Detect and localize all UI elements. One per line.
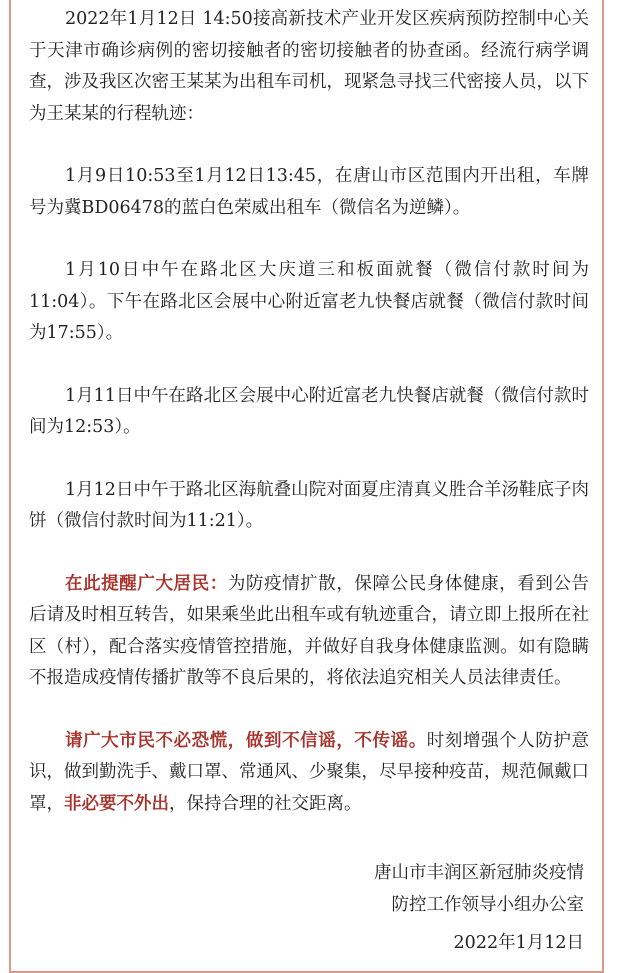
appeal-body-part2: ，保持合理的社交距离。: [169, 793, 362, 814]
trip-paragraph-jan11: 1月11日中午在路北区会展中心附近富老九快餐店就餐（微信付款时间为12:53）。: [29, 385, 589, 437]
trip-paragraph-jan12: 1月12日中午于路北区海航叠山院对面夏庄清真义胜合羊汤鞋底子肉饼（微信付款时间为11:21）。: [29, 479, 589, 531]
issue-date: 2022年1月12日: [453, 933, 584, 953]
appeal-lead: 请广大市民不必恐慌，做到不信谣，不传谣。: [65, 730, 427, 751]
issuer-line-1: 唐山市丰润区新冠肺炎疫情: [374, 863, 584, 883]
issuer-line-2: 防控工作领导小组办公室: [391, 894, 584, 915]
reminder-body: 为防疫情扩散，保障公民身体健康，看到公告后请及时相互转告，如果乘坐此出租车或有轨迹重合，请立即上报所在社区（村），配合落实疫情管控措施，并做好自我身体健康监测。如有隐瞒不报造成疫情传播扩散等不良后果的，将依法追究相关人员法律责任。: [29, 573, 590, 688]
appeal-emphasis: 非必要不外出: [64, 793, 169, 814]
trip-paragraph-jan9: 1月9日10:53至1月12日13:45，在唐山市区范围内开出租，车牌号为冀BD06478的蓝白色荣威出租车（微信名为逆鳞）。: [29, 166, 589, 218]
reminder-lead: 在此提醒广大居民：: [65, 573, 228, 594]
appeal-body-part1: 时刻增强个人防护意识，做到勤洗手、戴口罩、常通风、少聚集，尽早接种疫苗，规范佩戴口罩，: [29, 730, 590, 814]
issuer-signature: [374, 858, 584, 921]
trip-paragraph-jan10: 1月10日中午在路北区大庆道三和板面就餐（微信付款时间为11:04）。下午在路北区会展中心附近富老九快餐店就餐（微信付款时间为17:55）。: [29, 260, 589, 343]
intro-paragraph: 2022年1月12日 14:50接高新技术产业开发区疾病预防控制中心关于天津市确诊病例的密切接触者的密切接触者的协查函。经流行病学调查，涉及我区次密王某某为出租车司机，现紧急寻找三代密接人员，以下为王某某的行程轨迹：: [29, 9, 589, 124]
notice-body: [29, 4, 589, 820]
appeal-paragraph: [29, 726, 589, 821]
reminder-paragraph: [29, 569, 589, 695]
